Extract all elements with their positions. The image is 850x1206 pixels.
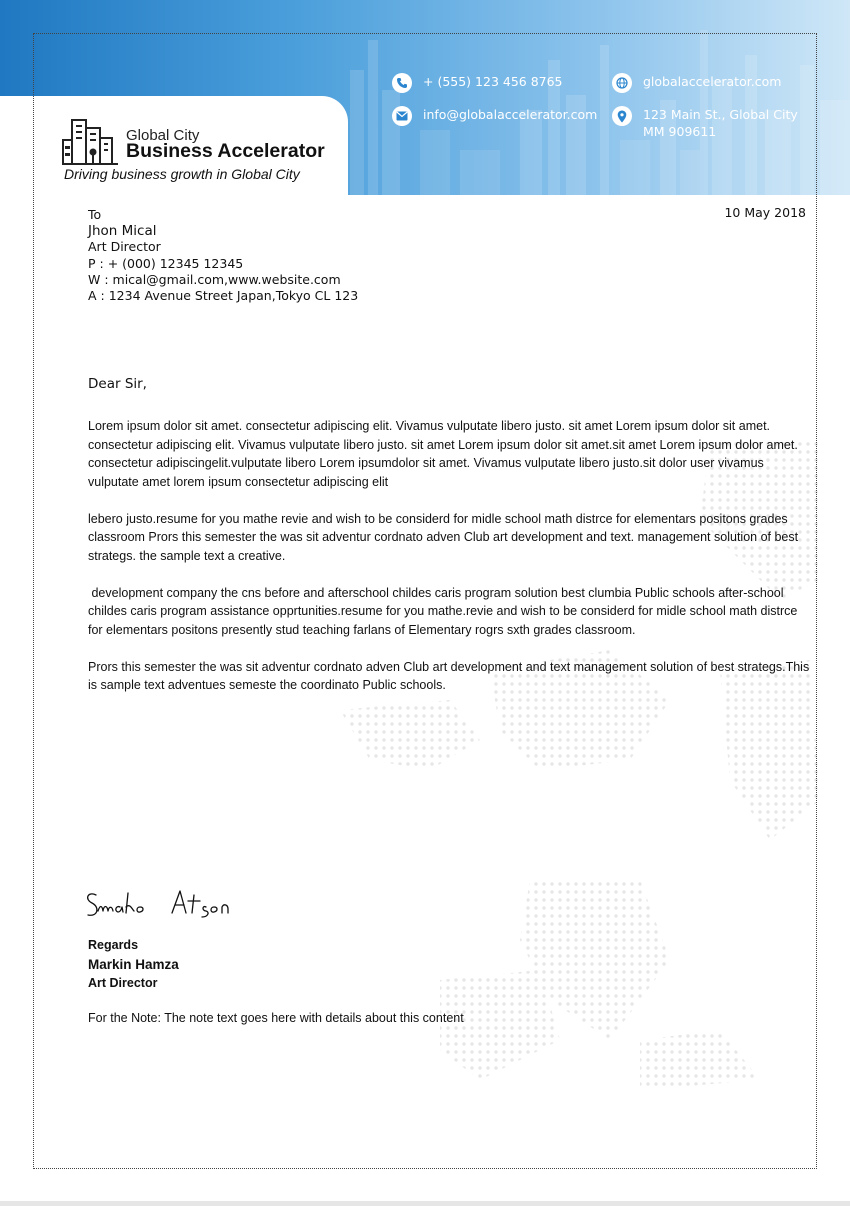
email-text: info@globalaccelerator.com [423,107,598,122]
letter-body [88,417,810,713]
recipient-name: Jhon Mical [88,223,157,240]
recipient-to: To [88,207,102,222]
contact-address [612,106,798,140]
brand-name-small: Global City [126,127,200,144]
contact-email [392,106,597,126]
closing-block [88,936,179,993]
recipient-block [88,207,358,304]
footer-note: For the Note: The note text goes here with details about this content [88,1011,464,1025]
contact-phone [392,73,563,93]
location-pin-icon [612,106,632,126]
letter-date: 10 May 2018 [724,205,806,220]
brand-tagline: Driving business growth in Global City [64,166,300,182]
globe-icon [612,73,632,93]
closing-regards: Regards [88,938,139,952]
signer-name: Markin Hamza [88,957,179,972]
signer-title: Art Director [88,976,158,990]
recipient-phone: P : + (000) 12345 12345 [88,255,244,271]
recipient-web: W : mical@gmail.com,www.website.com [88,271,341,287]
email-icon [392,106,412,126]
phone-text: + (555) 123 456 8765 [423,74,563,89]
salutation: Dear Sir, [88,376,147,392]
body-paragraph: lebero justo.resume for you mathe revie and wish to be considerd for midle school math distrce for elementars positons grades classroom Prors this semester the was sit adventur cordnato adven Club art development and text. management solution of best strategs. the sample text a creative. [88,511,799,563]
body-paragraph: development company the cns before and afterschool childes caris program solution best clumbia Public schools after-school childes caris program assistance opprtunities.resume for you mathe.revie and wish to be considerd for midle school math distrce for elementars positons presently stud teaching farlans of Elementary rogrs sxth grades classroom. [88,585,801,637]
body-paragraph: Lorem ipsum dolor sit amet. consectetur adipiscing elit. Vivamus vulputate libero justo. sit amet Lorem ipsum dolor sit amet. consectetur adipiscing elit. Vivamus vulputate libero justo. sit amet Lorem ipsum dolor sit amet.sit amet Lorem ipsum dolor amet. consectetur adipiscingelit.vulputate libero Lorem ipsumdolor sit amet. Vivamus vulputate libero justo.sit dolor user vivamus vulputate amet lorem ipsum consectetur adipiscing elit [88,419,798,489]
website-text: globalaccelerator.com [643,74,782,89]
phone-icon [392,73,412,93]
building-logo-icon [62,114,118,166]
address-line2: MM 909611 [643,124,717,139]
contact-website [612,73,781,93]
address-line1: 123 Main St., Global City [643,107,798,122]
handwritten-signature [82,885,242,925]
body-paragraph: Prors this semester the was sit adventur cordnato adven Club art development and text management solution of best strategs.This is sample text adventues semeste the coordinato Public schools. [88,659,810,692]
page-bottom-edge [0,1201,850,1206]
recipient-address: A : 1234 Avenue Street Japan,Tokyo CL 123 [88,288,359,304]
recipient-title: Art Director [88,239,161,255]
brand-name-big: Business Accelerator [126,140,325,162]
